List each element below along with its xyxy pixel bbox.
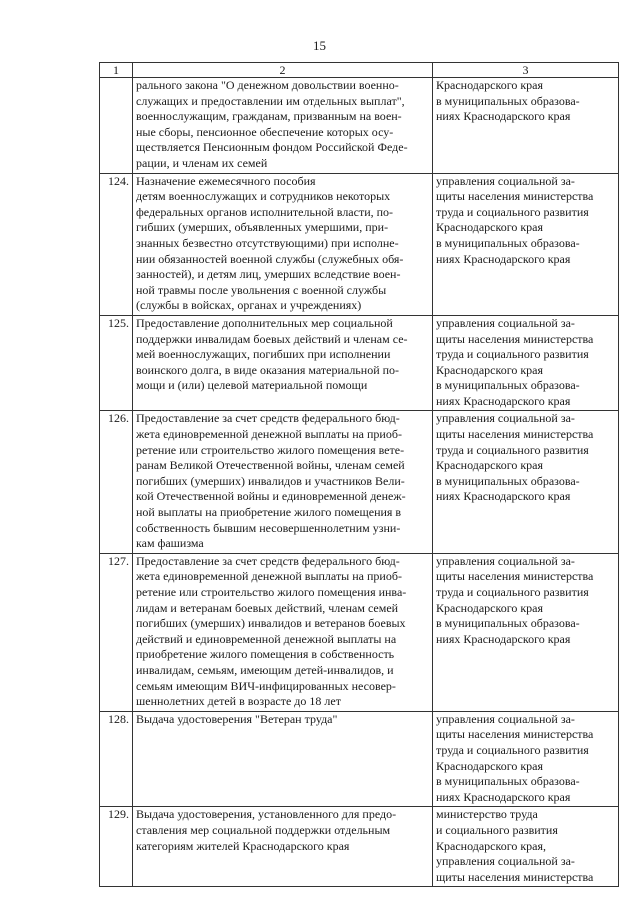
organization-line: в муниципальных образова- [436, 473, 580, 488]
table-row [100, 411, 619, 553]
organization-line: ниях Краснодарского края [436, 251, 571, 266]
description-line: военнослужащим, гражданам, призванным на воен- [136, 109, 402, 124]
row-number [100, 78, 133, 174]
description-line: федеральных органов исполнительной власти, по- [136, 204, 394, 219]
column-header-2: 2 [133, 63, 433, 78]
column-header-3: 3 [433, 63, 619, 78]
description-line: категориям жителей Краснодарского края [136, 838, 350, 853]
service-description [133, 315, 433, 411]
organization-line: щиты населения министерства [436, 569, 594, 584]
organization-line: щиты населения министерства [436, 189, 594, 204]
description-line: лидам и ветеранам боевых действий, членам семей [136, 600, 399, 615]
description-line: нии обязанностей военной службы (служебных обя- [136, 251, 404, 266]
service-description [133, 807, 433, 887]
description-line: ной травмы после увольнения с военной службы [136, 282, 387, 297]
description-line: детям военнослужащих и сотрудников некоторых [136, 189, 391, 204]
organization-line: в муниципальных образова- [436, 378, 580, 393]
description-line: мей военнослужащих, погибших при исполнении [136, 347, 391, 362]
description-line: инвалидам, семьям, имеющим детей-инвалидов, и [136, 662, 394, 677]
description-line: шеннолетних детей в возрасте до 18 лет [136, 694, 341, 709]
description-line: ретение или строительство жилого помещения вете- [136, 442, 405, 457]
organization-line: управления социальной за- [436, 315, 575, 330]
table-row [100, 315, 619, 411]
service-description [133, 173, 433, 315]
organization-line: щиты населения министерства [436, 869, 594, 884]
responsible-organization [433, 78, 619, 174]
description-line: (службы в войсках, органах и учреждениях) [136, 298, 362, 313]
description-line: ществляется Пенсионным фондом Российской Феде- [136, 140, 408, 155]
row-number: 129. [100, 807, 133, 887]
service-description [133, 411, 433, 553]
responsible-organization [433, 173, 619, 315]
row-number: 128. [100, 711, 133, 807]
table-row [100, 78, 619, 174]
description-line: гибших (умерших, объявленных умершими, при- [136, 220, 389, 235]
organization-line: ниях Краснодарского края [436, 393, 571, 408]
organization-line: труда и социального развития [436, 742, 589, 757]
organization-line: труда и социального развития [436, 204, 589, 219]
organization-line: министерство труда [436, 807, 538, 822]
organization-line: ниях Краснодарского края [436, 789, 571, 804]
description-line: Предоставление дополнительных мер социальной [136, 315, 393, 330]
organization-line: в муниципальных образова- [436, 616, 580, 631]
service-description [133, 711, 433, 807]
organization-line: труда и социального развития [436, 442, 589, 457]
description-line: погибших (умерших) инвалидов и ветеранов боевых [136, 616, 406, 631]
description-line: кой Отечественной войны и единовременной денеж- [136, 489, 406, 504]
organization-line: щиты населения министерства [436, 427, 594, 442]
responsible-organization [433, 807, 619, 887]
table-row [100, 173, 619, 315]
description-line: поддержки инвалидам боевых действий и членам се- [136, 331, 408, 346]
row-number: 126. [100, 411, 133, 553]
table-body [100, 78, 619, 887]
description-line: ретение или строительство жилого помещения инва- [136, 585, 407, 599]
organization-line: Краснодарского края [436, 600, 544, 615]
organization-line: ниях Краснодарского края [436, 489, 571, 504]
description-line: жета единовременной денежной выплаты на приоб- [136, 569, 402, 584]
description-line: жета единовременной денежной выплаты на приоб- [136, 427, 402, 442]
organization-line: управления социальной за- [436, 711, 575, 726]
organization-line: управления социальной за- [436, 553, 575, 568]
organization-line: щиты населения министерства [436, 331, 594, 346]
description-line: знанных безвестно отсутствующими) при исполне- [136, 235, 399, 250]
organization-line: управления социальной за- [436, 854, 575, 869]
table-row [100, 553, 619, 711]
description-line: ной выплаты на приобретение жилого помещения в [136, 505, 402, 520]
row-number: 127. [100, 553, 133, 711]
organization-line: Краснодарского края [436, 458, 544, 473]
organization-line: в муниципальных образова- [436, 774, 580, 789]
description-line: ные сборы, пенсионное обеспечение которых осу- [136, 124, 394, 139]
organization-line: ниях Краснодарского края [436, 109, 571, 124]
description-line: Выдача удостоверения, установленного для предо- [136, 807, 397, 822]
description-line: служащих и предоставлении им отдельных выплат", [136, 93, 405, 108]
description-line: ранам Великой Отечественной войны, членам семей [136, 458, 405, 473]
description-line: рального закона "О денежном довольствии военно- [136, 78, 399, 92]
table-header-row [100, 63, 619, 78]
description-line: Предоставление за счет средств федерального бюд- [136, 553, 400, 568]
organization-line: и социального развития [436, 822, 558, 837]
responsible-organization [433, 411, 619, 553]
column-header-1: 1 [100, 63, 133, 78]
description-line: собственность бывшим несовершеннолетним узни- [136, 520, 401, 535]
organization-line: труда и социального развития [436, 347, 589, 362]
organization-line: Краснодарского края [436, 758, 544, 773]
organization-line: управления социальной за- [436, 411, 575, 426]
description-line: рации, и членам их семей [136, 155, 268, 170]
row-number: 125. [100, 315, 133, 411]
organization-line: Краснодарского края [436, 362, 544, 377]
organization-line: Краснодарского края [436, 78, 544, 92]
description-line: Выдача удостоверения "Ветеран труда" [136, 711, 338, 726]
organization-line: в муниципальных образова- [436, 235, 580, 250]
responsible-organization [433, 711, 619, 807]
responsible-organization [433, 553, 619, 711]
service-description [133, 78, 433, 174]
organization-line: управления социальной за- [436, 173, 575, 188]
description-line: мощи и (или) целевой материальной помощи [136, 378, 368, 393]
organization-line: труда и социального развития [436, 585, 589, 599]
service-description [133, 553, 433, 711]
organization-line: щиты населения министерства [436, 727, 594, 742]
description-line: Предоставление за счет средств федерального бюд- [136, 411, 400, 426]
organization-line: в муниципальных образова- [436, 93, 580, 108]
row-number: 124. [100, 173, 133, 315]
description-line: приобретение жилого помещения в собственность [136, 647, 395, 662]
organization-line: Краснодарского края [436, 220, 544, 235]
description-line: воинского долга, в виде оказания материальной по- [136, 362, 400, 377]
page-number: 15 [313, 38, 326, 53]
description-line: семьям имеющим ВИЧ-инфицированных несовер- [136, 678, 396, 693]
organization-line: ниях Краснодарского края [436, 631, 571, 646]
description-line: занностей), и детям лиц, умерших вследствие воен- [136, 267, 401, 282]
description-line: ставления мер социальной поддержки отдельным [136, 822, 391, 837]
document-table [99, 62, 619, 887]
description-line: кам фашизма [136, 536, 204, 551]
responsible-organization [433, 315, 619, 411]
description-line: Назначение ежемесячного пособия [136, 173, 316, 188]
organization-line: Краснодарского края, [436, 838, 547, 853]
description-line: действий и единовременной денежной выплаты на [136, 631, 397, 646]
table-row [100, 711, 619, 807]
description-line: погибших (умерших) инвалидов и участников Вели- [136, 473, 405, 488]
table-row [100, 807, 619, 887]
